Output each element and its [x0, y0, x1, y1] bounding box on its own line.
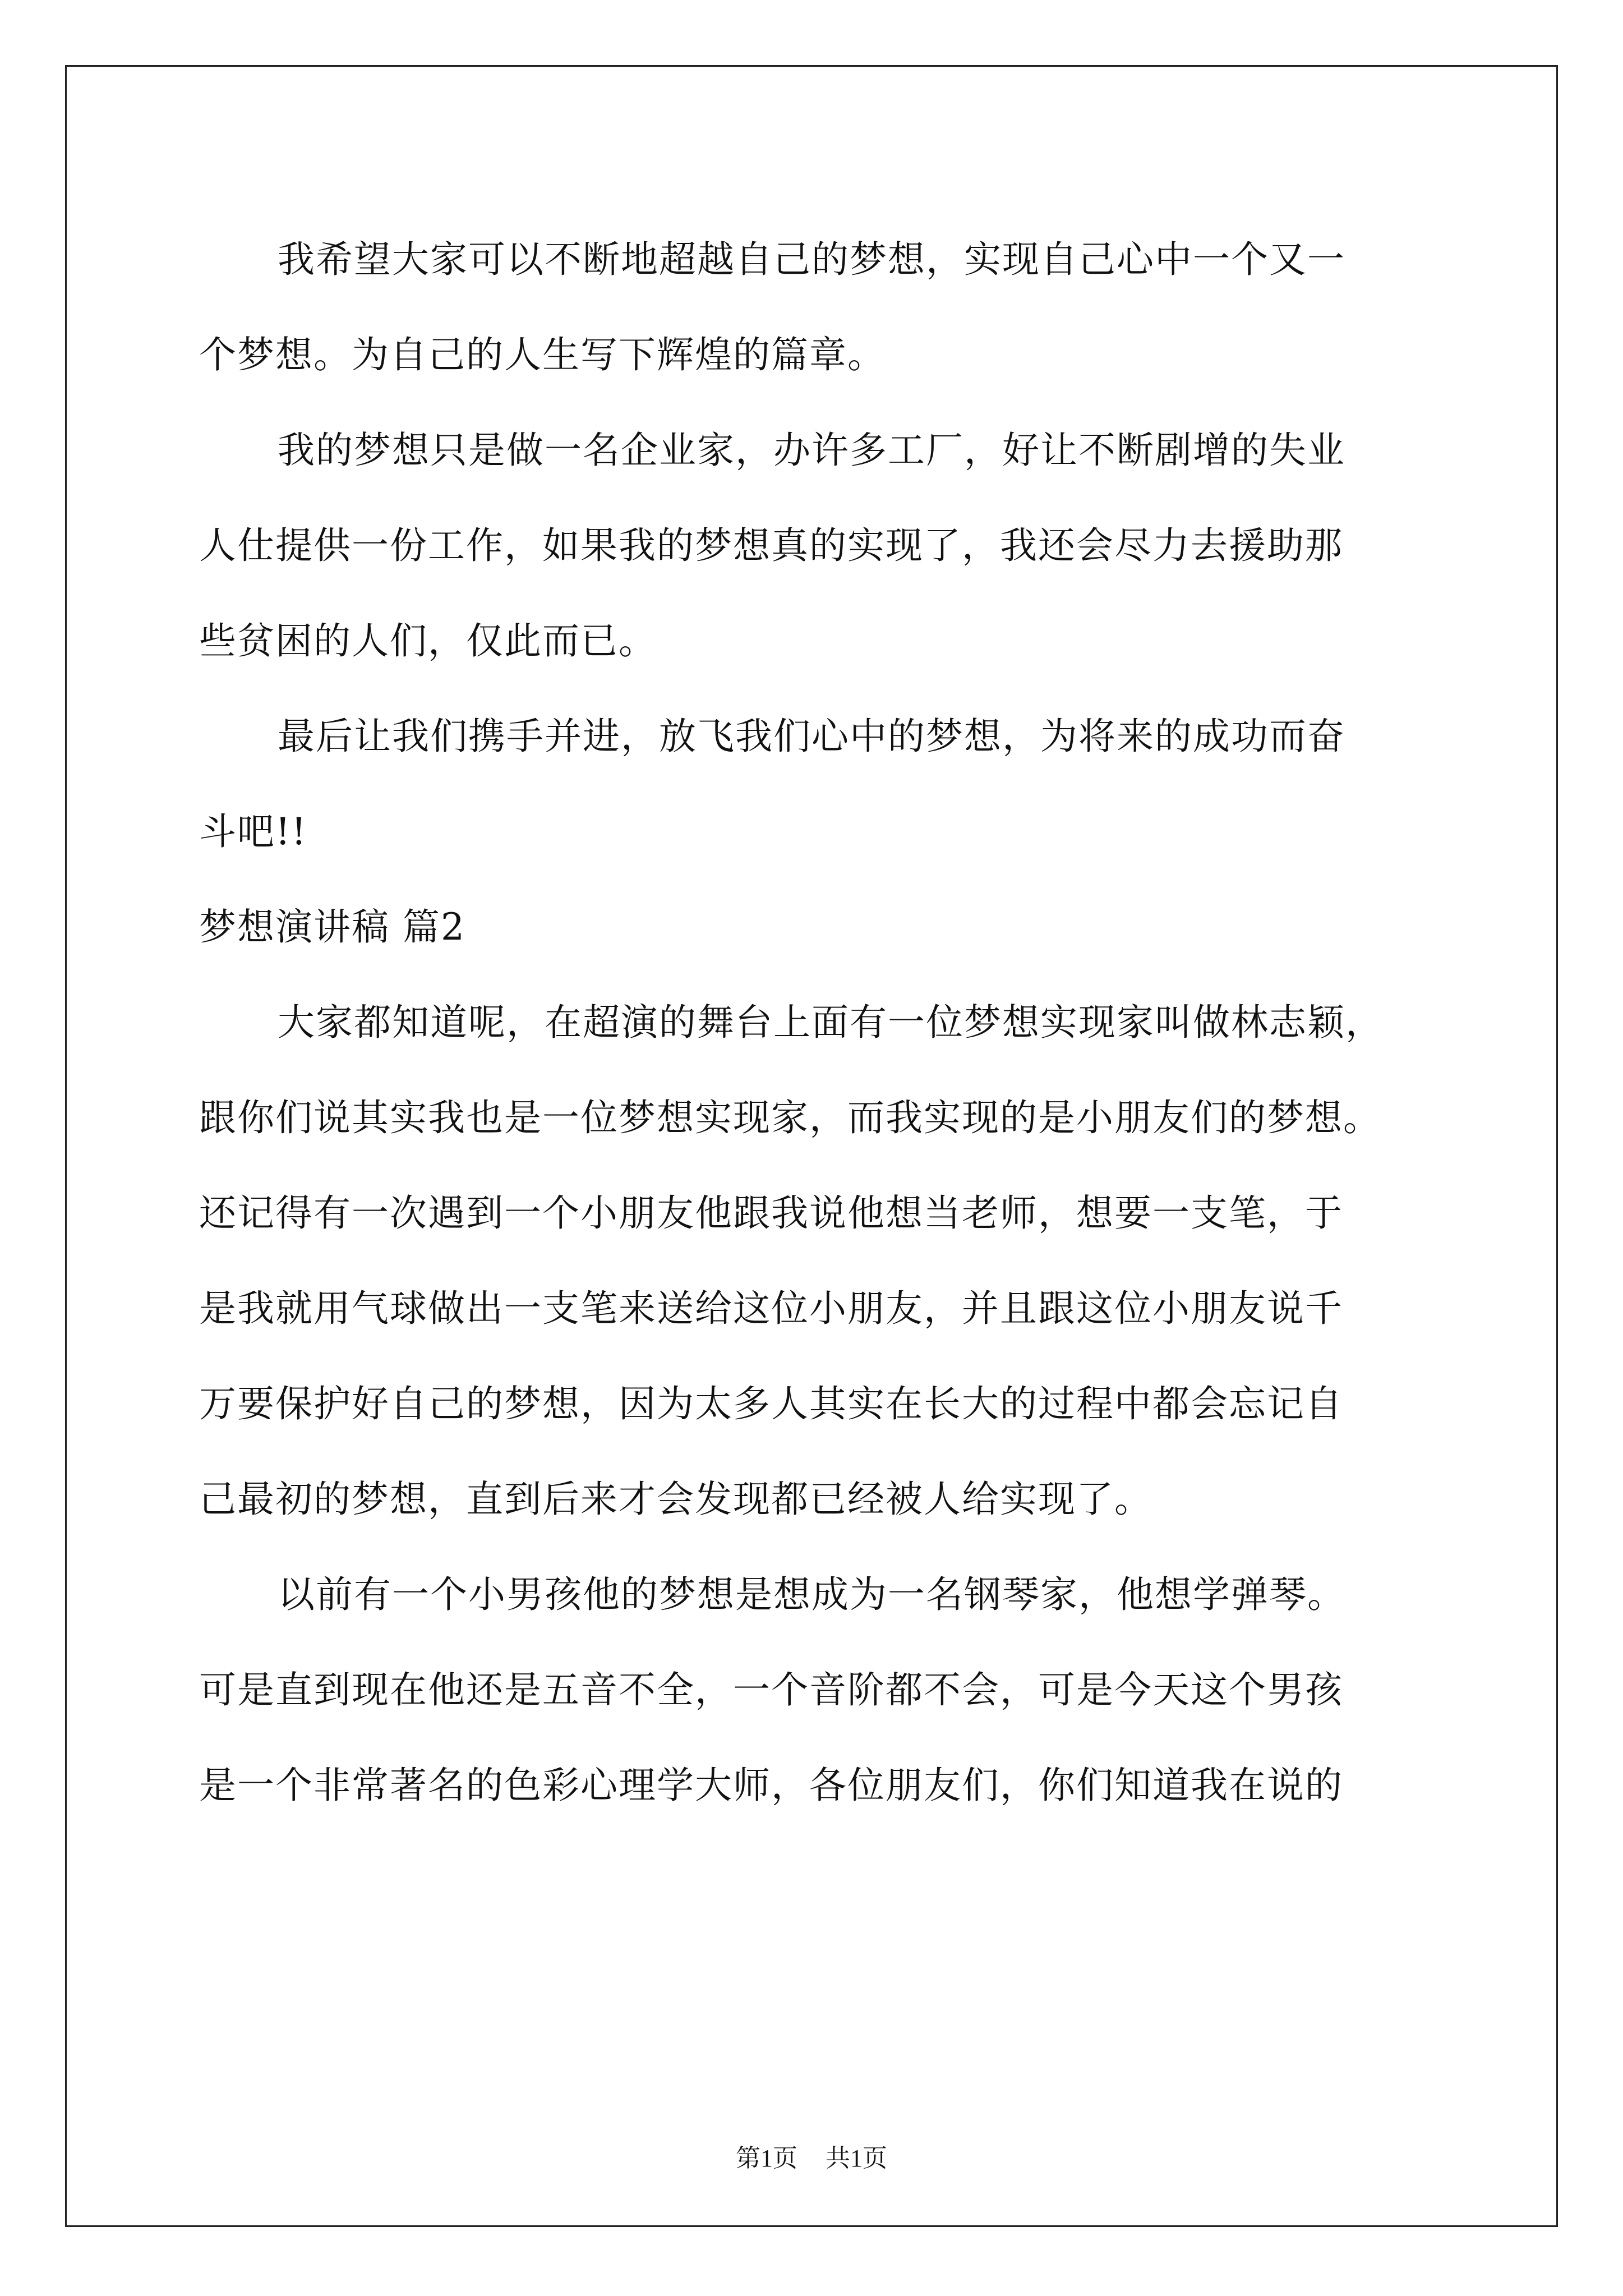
document-body [199, 212, 1422, 1833]
text-line: 斗吧!! [199, 810, 308, 853]
page-number: 第1页 [736, 2145, 797, 2172]
text-line: 最后让我们携手并进，放飞我们心中的梦想，为将来的成功而奋 [278, 715, 1345, 758]
text-line: 些贫困的人们，仅此而已。 [199, 619, 657, 662]
page-footer [0, 2142, 1623, 2175]
paragraph [199, 403, 1422, 689]
text-line: 以前有一个小男孩他的梦想是想成为一名钢琴家，他想学弹琴。 [278, 1573, 1345, 1616]
text-line: 己最初的梦想，直到后来才会发现都已经被人给实现了。 [199, 1478, 1152, 1521]
paragraph [199, 1547, 1422, 1833]
paragraph [199, 212, 1422, 403]
section-heading: 梦想演讲稿 篇2 [199, 905, 465, 949]
text-line: 万要保护好自己的梦想，因为太多人其实在长大的过程中都会忘记自 [199, 1382, 1343, 1425]
text-line: 跟你们说其实我也是一位梦想实现家，而我实现的是小朋友们的梦想。 [199, 1096, 1381, 1139]
text-line: 我希望大家可以不断地超越自己的梦想，实现自己心中一个又一 [278, 238, 1345, 281]
text-line: 个梦想。为自己的人生写下辉煌的篇章。 [199, 333, 886, 376]
paragraph [199, 689, 1422, 880]
page-total: 共1页 [826, 2145, 887, 2172]
text-line: 大家都知道呢，在超演的舞台上面有一位梦想实现家叫做林志颖， [278, 1001, 1384, 1044]
paragraph [199, 975, 1422, 1547]
text-line: 人仕提供一份工作，如果我的梦想真的实现了，我还会尽力去援助那 [199, 524, 1343, 567]
text-line: 是我就用气球做出一支笔来送给这位小朋友，并且跟这位小朋友说千 [199, 1287, 1343, 1330]
text-line: 还记得有一次遇到一个小朋友他跟我说他想当老师，想要一支笔，于 [199, 1191, 1343, 1235]
text-line: 可是直到现在他还是五音不全，一个音阶都不会，可是今天这个男孩 [199, 1668, 1343, 1711]
text-line: 是一个非常著名的色彩心理学大师，各位朋友们，你们知道我在说的 [199, 1764, 1343, 1807]
text-line: 我的梦想只是做一名企业家，办许多工厂，好让不断剧增的失业 [278, 429, 1345, 472]
